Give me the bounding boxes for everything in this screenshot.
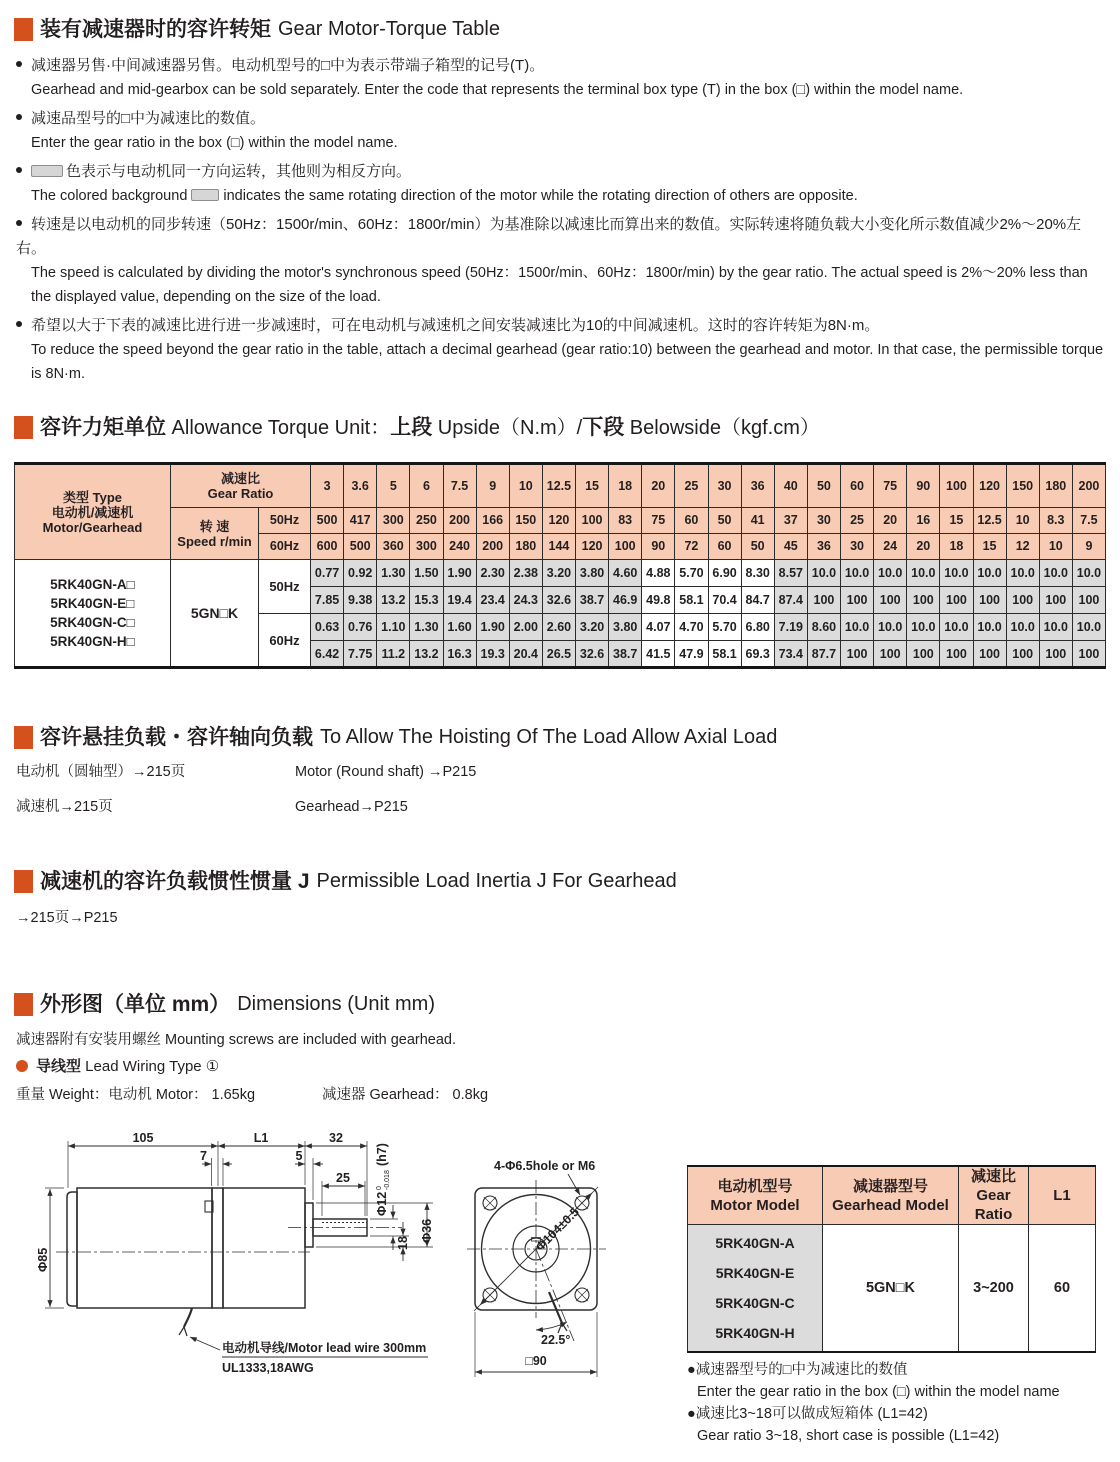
- torque-cell: 0.77: [311, 560, 344, 587]
- bullet-en: Gearhead and mid-gearbox can be sold separately. Enter the code that represents the terminal box type (T) in the box (□) within the model name.: [31, 82, 964, 98]
- bullet-cn: 减速品型号的□中为减速比的数值。: [31, 110, 266, 127]
- section-title-torque: [14, 16, 500, 43]
- speed-value-cell: 12: [1006, 534, 1039, 560]
- speed-value-cell: 8.3: [1039, 508, 1072, 534]
- torque-cell: 100: [841, 641, 874, 668]
- torque-cell: 3.20: [542, 560, 575, 587]
- torque-cell: 100: [874, 587, 907, 614]
- dim-subtitle-en: Mounting screws are included with gearhead.: [161, 1032, 456, 1048]
- speed-value-cell: 500: [344, 534, 377, 560]
- torque-cell: 100: [874, 641, 907, 668]
- model-table-header: [823, 1166, 959, 1225]
- ratio-column-header: 7.5: [443, 464, 476, 508]
- torque-cell: 32.6: [542, 587, 575, 614]
- torque-cell: 100: [973, 641, 1006, 668]
- section-marker-icon: [14, 870, 33, 893]
- torque-cell: 2.38: [509, 560, 542, 587]
- dim-105-label: 105: [132, 1131, 154, 1145]
- ratio-column-header: 60: [841, 464, 874, 508]
- bullet-icon: [16, 321, 22, 327]
- gear-ratio-cell: 3~200: [959, 1225, 1029, 1352]
- torque-cell: 0.76: [344, 614, 377, 641]
- ratio-column-header: 180: [1039, 464, 1072, 508]
- motor-model-item: 5RK40GN-C: [715, 1294, 795, 1311]
- direction-swatch-icon: [31, 165, 63, 177]
- torque-cell: 9.38: [344, 587, 377, 614]
- torque-cell: 10.0: [1039, 614, 1072, 641]
- speed-value-cell: 41: [741, 508, 774, 534]
- motor-model-item: 5RK40GN-H: [715, 1324, 795, 1341]
- torque-cell: 7.19: [774, 614, 807, 641]
- dim-title-cn: 外形图（单位 mm）: [40, 993, 231, 1016]
- dim-5-label: 5: [295, 1149, 303, 1163]
- torque-cell: 8.30: [741, 560, 774, 587]
- bullet-icon: [16, 167, 22, 173]
- header-cn: 电动机型号: [717, 1177, 793, 1195]
- model-table: [687, 1165, 1096, 1353]
- bolt-circle-label: Φ104±0.5: [532, 1204, 582, 1254]
- torque-cell: 100: [1072, 641, 1105, 668]
- speed-value-cell: 18: [940, 534, 973, 560]
- model-table-notes: [687, 1359, 1107, 1447]
- unit-belowside-cn: 下段: [582, 416, 625, 439]
- ratio-column-header: 100: [940, 464, 973, 508]
- speed-value-cell: 500: [311, 508, 344, 534]
- motor-model-list: [688, 1225, 823, 1352]
- speed-value-cell: 100: [576, 508, 609, 534]
- bullet-cn: 希望以大于下表的减速比进行进一步减速时，可在电动机与减速机之间安装减速比为10的中间减速机。这时的容许转矩为8N·m。: [31, 317, 880, 334]
- torque-cell: 87.4: [774, 587, 807, 614]
- ratio-column-header: 20: [642, 464, 675, 508]
- torque-cell: 6.42: [311, 641, 344, 668]
- section-title-en: Gear Motor-Torque Table: [278, 18, 500, 40]
- torque-cell: 100: [1006, 587, 1039, 614]
- unit-title-en: Allowance Torque Unit：: [166, 417, 391, 439]
- header-en: Gearhead Model: [832, 1196, 949, 1214]
- speed-value-cell: 83: [609, 508, 642, 534]
- dimension-drawing: [0, 1120, 680, 1462]
- torque-cell: 7.85: [311, 587, 344, 614]
- hoist-motor-en: Motor (Round shaft) →P215: [295, 764, 477, 780]
- side-view-drawing: [36, 1131, 434, 1375]
- torque-cell: 3.80: [609, 614, 642, 641]
- torque-cell: 100: [907, 587, 940, 614]
- note-cn: ●减速比3~18可以做成短箱体 (L1=42): [687, 1406, 928, 1422]
- torque-cell: 3.20: [576, 614, 609, 641]
- note-en: Gear ratio 3~18, short case is possible (L1=42): [697, 1428, 1000, 1444]
- torque-cell: 4.88: [642, 560, 675, 587]
- torque-cell: 100: [1072, 587, 1105, 614]
- torque-cell: 10.0: [940, 614, 973, 641]
- wire-angle-label: 22.5°: [541, 1333, 571, 1347]
- unit-belowside-en: Belowside（kgf.cm）: [624, 417, 820, 439]
- bullet-icon: [16, 114, 22, 120]
- torque-cell: 100: [841, 587, 874, 614]
- torque-cell: 1.50: [410, 560, 443, 587]
- lead-wiring-type: [16, 1055, 219, 1076]
- torque-cell: 0.92: [344, 560, 377, 587]
- torque-cell: 10.0: [874, 614, 907, 641]
- section-marker-icon: [14, 726, 33, 749]
- speed-value-cell: 15: [940, 508, 973, 534]
- ratio-column-header: 9: [476, 464, 509, 508]
- torque-cell: 0.63: [311, 614, 344, 641]
- hoist-title-en: To Allow The Hoisting Of The Load Allow Axial Load: [320, 726, 778, 748]
- phi12-fit-label: (h7): [375, 1143, 389, 1166]
- speed-value-cell: 45: [774, 534, 807, 560]
- motor-model-cell: 5RK40GN-A□ 5RK40GN-E□ 5RK40GN-C□ 5RK40GN-H□: [15, 560, 171, 668]
- torque-cell: 100: [1039, 641, 1072, 668]
- ratio-column-header: 36: [741, 464, 774, 508]
- gearhead-model-cell: 5GN□K: [171, 560, 259, 668]
- ratio-column-header: 150: [1006, 464, 1039, 508]
- torque-cell: 10.0: [1006, 560, 1039, 587]
- torque-cell: 3.80: [576, 560, 609, 587]
- torque-cell: 46.9: [609, 587, 642, 614]
- dim-phi12-label: Φ12: [375, 1191, 389, 1216]
- section-title-inertia: [14, 868, 677, 895]
- torque-cell: 6.80: [741, 614, 774, 641]
- speed-value-cell: 24: [874, 534, 907, 560]
- speed-value-cell: 60: [675, 508, 708, 534]
- speed-value-cell: 16: [907, 508, 940, 534]
- square-size-label: □90: [525, 1354, 547, 1368]
- inertia-title-en: Permissible Load Inertia J For Gearhead: [316, 870, 677, 892]
- torque-cell: 4.70: [675, 614, 708, 641]
- torque-cell: 87.7: [807, 641, 840, 668]
- mounting-holes-label: 4-Φ6.5hole or M6: [494, 1159, 596, 1173]
- torque-cell: 10.0: [1006, 614, 1039, 641]
- torque-table-body: [15, 464, 1106, 668]
- ratio-column-header: 12.5: [542, 464, 575, 508]
- speed-value-cell: 36: [807, 534, 840, 560]
- torque-cell: 11.2: [377, 641, 410, 668]
- wire-spec-label: UL1333,18AWG: [222, 1361, 314, 1375]
- bullet-icon: [16, 220, 22, 226]
- dim-25-label: 25: [336, 1171, 350, 1185]
- speed-value-cell: 12.5: [973, 508, 1006, 534]
- bullet-cn: 色表示与电动机同一方向运转，其他则为相反方向。: [66, 163, 412, 180]
- dim-title-en: Dimensions (Unit mm): [237, 993, 435, 1015]
- phi12-tol-hi: 0: [376, 1186, 383, 1190]
- dim-18-label: 18: [396, 1236, 410, 1250]
- header-cn: 减速比: [970, 1168, 1016, 1185]
- torque-cell: 1.10: [377, 614, 410, 641]
- hoist-motor-cn: 电动机（圆轴型）→215页: [16, 764, 186, 780]
- speed-value-cell: 200: [476, 534, 509, 560]
- torque-cell: 19.4: [443, 587, 476, 614]
- intro-notes: [16, 54, 1108, 391]
- dimensions-subtitle: [16, 1028, 456, 1049]
- orange-dot-icon: [16, 1060, 28, 1072]
- dim-l1-label: L1: [253, 1131, 269, 1145]
- speed-value-cell: 30: [841, 534, 874, 560]
- torque-cell: 10.0: [940, 560, 973, 587]
- phi12-tol-lo: -0.018: [384, 1170, 391, 1190]
- section-marker-icon: [14, 416, 33, 439]
- bullet-en-post: indicates the same rotating direction of the motor while the rotating direction of others are opposite.: [223, 188, 858, 204]
- speed-value-cell: 20: [907, 534, 940, 560]
- torque-cell: 1.60: [443, 614, 476, 641]
- ratio-column-header: 3: [311, 464, 344, 508]
- inertia-title-cn: 减速机的容许负载惯性惯量 J: [40, 870, 310, 893]
- speed-value-cell: 75: [642, 508, 675, 534]
- torque-value-row: [15, 560, 1106, 587]
- wiring-en: Lead Wiring Type ①: [81, 1058, 220, 1075]
- torque-cell: 41.5: [642, 641, 675, 668]
- torque-cell: 58.1: [675, 587, 708, 614]
- torque-cell: 8.60: [807, 614, 840, 641]
- l1-value-cell: 60: [1029, 1225, 1096, 1352]
- body-freq-cell: 50Hz: [259, 560, 311, 614]
- ratio-column-header: 5: [377, 464, 410, 508]
- speed-value-cell: 300: [410, 534, 443, 560]
- torque-cell: 100: [1006, 641, 1039, 668]
- torque-cell: 10.0: [1072, 560, 1105, 587]
- dim-32-label: 32: [329, 1131, 343, 1145]
- torque-table: [14, 462, 1106, 669]
- speed-value-cell: 417: [344, 508, 377, 534]
- torque-cell: 100: [907, 641, 940, 668]
- torque-cell: 100: [940, 641, 973, 668]
- torque-cell: 69.3: [741, 641, 774, 668]
- body-freq-cell: 60Hz: [259, 614, 311, 668]
- freq-50hz-header: 50Hz: [259, 508, 311, 534]
- torque-cell: 10.0: [907, 614, 940, 641]
- header-en: Gear Ratio: [974, 1187, 1013, 1223]
- torque-cell: 10.0: [907, 560, 940, 587]
- torque-cell: 4.60: [609, 560, 642, 587]
- ratio-column-header: 200: [1072, 464, 1105, 508]
- speed-value-cell: 250: [410, 508, 443, 534]
- note-en: Enter the gear ratio in the box (□) within the model name: [697, 1384, 1060, 1400]
- torque-cell: 32.6: [576, 641, 609, 668]
- speed-value-cell: 15: [973, 534, 1006, 560]
- weight-motor: 重量 Weight：电动机 Motor： 1.65kg: [16, 1087, 256, 1103]
- torque-cell: 100: [1039, 587, 1072, 614]
- torque-cell: 10.0: [1039, 560, 1072, 587]
- speed-value-cell: 72: [675, 534, 708, 560]
- speed-value-cell: 10: [1039, 534, 1072, 560]
- torque-cell: 1.30: [377, 560, 410, 587]
- type-header-cell: 类型 Type 电动机/减速机 Motor/Gearhead: [15, 464, 171, 560]
- section-title-dimensions: [14, 991, 435, 1018]
- torque-cell: 1.30: [410, 614, 443, 641]
- torque-cell: 100: [807, 587, 840, 614]
- header-cn: 减速器型号: [852, 1177, 928, 1195]
- front-view-drawing: [467, 1159, 606, 1377]
- torque-cell: 100: [973, 587, 1006, 614]
- model-table-header: [688, 1166, 823, 1225]
- speed-value-cell: 360: [377, 534, 410, 560]
- torque-cell: 38.7: [609, 641, 642, 668]
- ratio-column-header: 6: [410, 464, 443, 508]
- torque-cell: 13.2: [410, 641, 443, 668]
- speed-value-cell: 50: [708, 508, 741, 534]
- inertia-page-link: →215页→P215: [16, 910, 118, 926]
- section-title-unit: [14, 414, 820, 442]
- dim-phi85-label: Φ85: [36, 1247, 50, 1272]
- torque-header-row: [15, 464, 1106, 508]
- motor-model-item: 5RK40GN-E: [715, 1264, 795, 1281]
- bullet-item: [16, 107, 1108, 155]
- ratio-column-header: 40: [774, 464, 807, 508]
- speed-value-cell: 150: [509, 508, 542, 534]
- hoist-gearhead-en: Gearhead→P215: [295, 799, 408, 815]
- model-table-header: [1029, 1166, 1096, 1225]
- torque-cell: 10.0: [874, 560, 907, 587]
- hoist-gearhead-cn: 减速机→215页: [16, 799, 113, 815]
- torque-cell: 8.57: [774, 560, 807, 587]
- speed-value-cell: 60: [708, 534, 741, 560]
- speed-value-cell: 30: [807, 508, 840, 534]
- torque-table-wrap: [14, 462, 1106, 669]
- speed-value-cell: 120: [576, 534, 609, 560]
- speed-header-cell: 转 速 Speed r/min: [171, 508, 259, 560]
- speed-value-cell: 10: [1006, 508, 1039, 534]
- torque-cell: 2.30: [476, 560, 509, 587]
- direction-swatch-icon: [191, 189, 219, 201]
- speed-50hz-row: [15, 508, 1106, 534]
- gear-ratio-header-cell: 减速比 Gear Ratio: [171, 464, 311, 508]
- freq-60hz-header: 60Hz: [259, 534, 311, 560]
- ratio-column-header: 15: [576, 464, 609, 508]
- speed-value-cell: 20: [874, 508, 907, 534]
- bullet-en: Enter the gear ratio in the box (□) within the model name.: [31, 135, 398, 151]
- torque-cell: 10.0: [973, 560, 1006, 587]
- ratio-column-header: 90: [907, 464, 940, 508]
- torque-cell: 24.3: [509, 587, 542, 614]
- ratio-column-header: 120: [973, 464, 1006, 508]
- torque-cell: 47.9: [675, 641, 708, 668]
- speed-value-cell: 200: [443, 508, 476, 534]
- model-table-wrap: [687, 1165, 1095, 1353]
- section-title-cn: 装有减速器时的容许转矩: [40, 18, 271, 41]
- torque-cell: 5.70: [675, 560, 708, 587]
- torque-cell: 6.90: [708, 560, 741, 587]
- gearhead-model-cell: 5GN□K: [823, 1225, 959, 1352]
- torque-cell: 10.0: [841, 614, 874, 641]
- torque-cell: 13.2: [377, 587, 410, 614]
- speed-value-cell: 9: [1072, 534, 1105, 560]
- torque-cell: 2.00: [509, 614, 542, 641]
- torque-cell: 84.7: [741, 587, 774, 614]
- torque-cell: 10.0: [807, 560, 840, 587]
- wiring-cn: 导线型: [36, 1058, 82, 1075]
- bullet-cn: 减速器另售·中间减速器另售。电动机型号的□中为表示带端子箱型的记号(T)。: [31, 57, 545, 74]
- header-en: Motor Model: [710, 1196, 800, 1214]
- section-marker-icon: [14, 993, 33, 1016]
- unit-upside-cn: 上段: [390, 416, 433, 439]
- torque-cell: 19.3: [476, 641, 509, 668]
- section-title-hoist: [14, 724, 777, 751]
- torque-cell: 10.0: [973, 614, 1006, 641]
- unit-title-cn: 容许力矩单位: [40, 416, 166, 439]
- torque-cell: 23.4: [476, 587, 509, 614]
- torque-cell: 4.07: [642, 614, 675, 641]
- motor-lead-wire-label: 电动机导线/Motor lead wire 300mm: [222, 1341, 427, 1355]
- torque-cell: 49.8: [642, 587, 675, 614]
- torque-cell: 38.7: [576, 587, 609, 614]
- bullet-item: [16, 314, 1108, 386]
- speed-value-cell: 600: [311, 534, 344, 560]
- note-cn: ●减速器型号的□中为减速比的数值: [687, 1362, 908, 1378]
- speed-value-cell: 37: [774, 508, 807, 534]
- torque-cell: 1.90: [476, 614, 509, 641]
- torque-cell: 15.3: [410, 587, 443, 614]
- bullet-en: The speed is calculated by dividing the motor's synchronous speed (50Hz：1500r/min、60Hz：1800r/min) by the gear ratio. The actual speed is 2%～20% less than the displayed value, depending on the size of the load.: [31, 265, 1088, 305]
- speed-value-cell: 144: [542, 534, 575, 560]
- speed-value-cell: 166: [476, 508, 509, 534]
- header-cn: L1: [1053, 1187, 1071, 1204]
- ratio-column-header: 30: [708, 464, 741, 508]
- bullet-cn: 转速是以电动机的同步转速（50Hz：1500r/min、60Hz：1800r/min）为基准除以减速比而算出来的数值。实际转速将随负载大小变化所示数值减少2%～20%左右。: [16, 216, 1082, 257]
- ratio-column-header: 18: [609, 464, 642, 508]
- torque-cell: 20.4: [509, 641, 542, 668]
- bullet-en: To reduce the speed beyond the gear ratio in the table, attach a decimal gearhead (gear ratio:10) between the gearhead and motor. In that case, the permissible torque is 8N·m.: [31, 342, 1104, 382]
- torque-cell: 26.5: [542, 641, 575, 668]
- torque-cell: 100: [940, 587, 973, 614]
- torque-cell: 73.4: [774, 641, 807, 668]
- torque-cell: 16.3: [443, 641, 476, 668]
- bullet-item: [16, 213, 1108, 309]
- speed-value-cell: 90: [642, 534, 675, 560]
- model-table-header: [959, 1166, 1029, 1225]
- ratio-column-header: 50: [807, 464, 840, 508]
- bullet-item: [16, 54, 1108, 102]
- ratio-column-header: 25: [675, 464, 708, 508]
- ratio-column-header: 75: [874, 464, 907, 508]
- bullet-item: [16, 160, 1108, 208]
- unit-upside-en: Upside（N.m）/: [432, 417, 583, 439]
- speed-value-cell: 7.5: [1072, 508, 1105, 534]
- ratio-column-header: 3.6: [344, 464, 377, 508]
- ratio-column-header: 10: [509, 464, 542, 508]
- torque-cell: 10.0: [1072, 614, 1105, 641]
- speed-value-cell: 300: [377, 508, 410, 534]
- dim-7-label: 7: [200, 1149, 207, 1163]
- torque-cell: 5.70: [708, 614, 741, 641]
- dim-subtitle-cn: 减速器附有安装用螺丝: [16, 1032, 161, 1048]
- motor-model-item: 5RK40GN-A: [715, 1234, 795, 1251]
- weight-gearhead: 减速器 Gearhead： 0.8kg: [322, 1087, 489, 1103]
- speed-value-cell: 100: [609, 534, 642, 560]
- torque-cell: 2.60: [542, 614, 575, 641]
- torque-cell: 1.90: [443, 560, 476, 587]
- speed-value-cell: 180: [509, 534, 542, 560]
- section-marker-icon: [14, 18, 33, 41]
- bullet-icon: [16, 61, 22, 67]
- hoist-title-cn: 容许悬挂负载・容许轴向负载: [40, 726, 313, 749]
- speed-value-cell: 240: [443, 534, 476, 560]
- hoist-links: [16, 762, 476, 817]
- dim-phi36-label: Φ36: [420, 1218, 434, 1243]
- torque-cell: 70.4: [708, 587, 741, 614]
- bullet-en-pre: The colored background: [31, 188, 188, 204]
- speed-value-cell: 50: [741, 534, 774, 560]
- speed-value-cell: 25: [841, 508, 874, 534]
- torque-cell: 58.1: [708, 641, 741, 668]
- torque-cell: 7.75: [344, 641, 377, 668]
- torque-cell: 10.0: [841, 560, 874, 587]
- speed-value-cell: 120: [542, 508, 575, 534]
- weight-line: [16, 1083, 489, 1104]
